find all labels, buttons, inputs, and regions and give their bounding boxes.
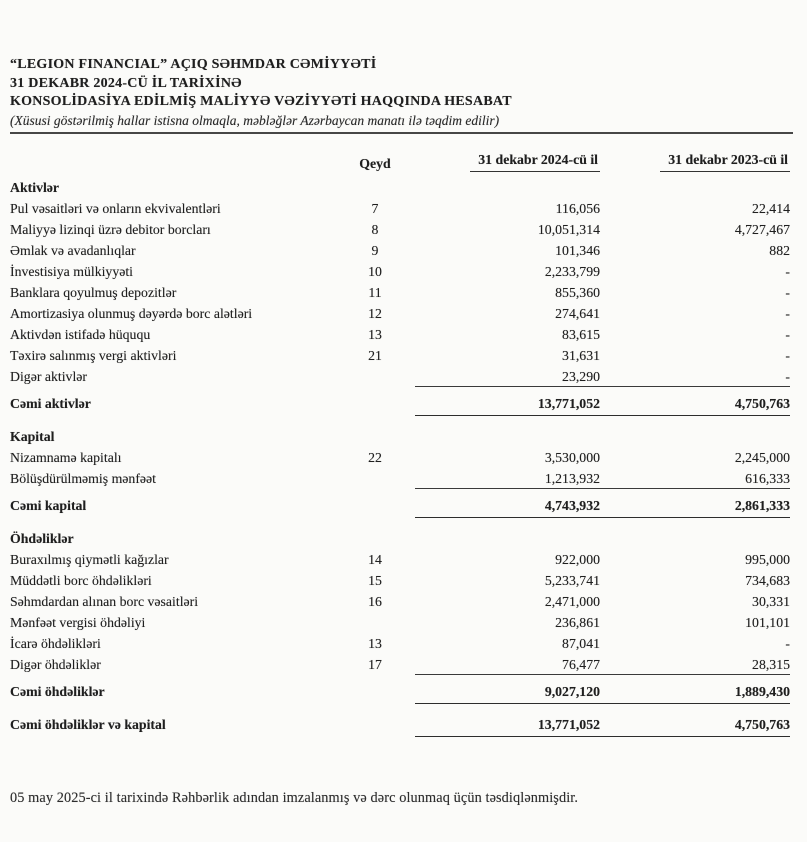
total-row: [10, 498, 791, 523]
value-2024: 5,233,741: [544, 572, 600, 588]
row-label: Əmlak və avadanlıqlar: [10, 242, 136, 258]
row-note: 14: [368, 551, 382, 567]
value-2023: 22,414: [752, 200, 790, 216]
value-2023: 30,331: [752, 593, 790, 609]
row-label: Maliyyə lizinqi üzrə debitor borcları: [10, 221, 211, 237]
value-2024: 116,056: [555, 200, 600, 216]
table-row: [10, 222, 791, 243]
table-row: [10, 243, 791, 264]
row-note: 22: [368, 449, 382, 465]
row-label: Aktivdən istifadə hüququ: [10, 326, 151, 342]
value-2023: 995,000: [745, 551, 790, 567]
row-label: Cəmi öhdəliklər və kapital: [10, 716, 166, 732]
row-label: Nizamnamə kapitalı: [10, 449, 122, 465]
table-row: [10, 201, 791, 222]
table-row: [10, 615, 791, 636]
value-2024: 1,213,932: [415, 471, 600, 489]
row-label: Buraxılmış qiymətli kağızlar: [10, 551, 169, 567]
row-label: Cəmi kapital: [10, 497, 87, 513]
value-2023: 2,245,000: [734, 449, 790, 465]
total-row: [10, 684, 791, 709]
value-2023: -: [600, 369, 790, 387]
section-heading-row: [10, 180, 791, 201]
value-2024: 9,027,120: [415, 684, 600, 704]
value-2024: 31,631: [562, 347, 600, 363]
row-note: 15: [368, 572, 382, 588]
report-title: KONSOLİDASİYA EDİLMİŞ MALİYYƏ VƏZİYYƏTİ HAQQINDA HESABAT: [10, 94, 512, 109]
report-date-line: 31 DEKABR 2024-CÜ İL TARİXİNƏ: [10, 75, 242, 91]
value-2024: 87,041: [562, 635, 600, 651]
table-row: [10, 306, 791, 327]
total-row: [10, 396, 791, 421]
table-row: [10, 552, 791, 573]
balance-sheet-table: [10, 180, 791, 742]
row-note: 13: [368, 326, 382, 342]
row-label: Digər aktivlər: [10, 368, 88, 384]
row-label: Digər öhdəliklər: [10, 656, 101, 672]
row-note: 13: [368, 635, 382, 651]
table-row: [10, 369, 791, 390]
value-2023: 4,750,763: [600, 717, 790, 737]
table-row: [10, 327, 791, 348]
currency-note: (Xüsusi göstərilmiş hallar istisna olmaqla, məbləğlər Azərbaycan manatı ilə təqdim edilir): [10, 112, 500, 128]
table-row: [10, 657, 791, 678]
value-2023: -: [785, 635, 790, 651]
row-label: İnvestisiya mülkiyyəti: [10, 263, 134, 279]
value-2024: 23,290: [415, 369, 600, 387]
row-note: 12: [368, 305, 382, 321]
approval-note: 05 may 2025-ci il tarixində Rəhbərlik adından imzalanmış və dərc olunmaq üçün təsdiqlənmişdir.: [10, 789, 579, 806]
value-2023: 4,750,763: [600, 396, 790, 416]
value-2024: 855,360: [555, 284, 600, 300]
table-row: [10, 636, 791, 657]
row-label: Müddətli borc öhdəlikləri: [10, 572, 152, 588]
value-2023: 882: [769, 242, 790, 258]
row-label: İcarə öhdəlikləri: [10, 635, 101, 651]
value-2023: 616,333: [600, 471, 790, 489]
value-2023: 101,101: [745, 614, 790, 630]
value-2024: 13,771,052: [415, 396, 600, 416]
row-label: Mənfəət vergisi öhdəliyi: [10, 614, 146, 630]
value-2024: 13,771,052: [415, 717, 600, 737]
header-divider: [10, 132, 793, 134]
row-note: 21: [368, 347, 382, 363]
row-note: 17: [368, 656, 382, 672]
row-note: 11: [368, 284, 382, 300]
value-2024: 922,000: [555, 551, 600, 567]
row-label: Banklara qoyulmuş depozitlər: [10, 284, 177, 300]
column-header-2023: [600, 152, 790, 172]
value-2023: 1,889,430: [600, 684, 790, 704]
row-note: 8: [371, 221, 379, 237]
column-header-2024-label: 31 dekabr 2024-cü il: [470, 152, 600, 172]
section-heading-row: [10, 531, 791, 552]
value-2023: -: [785, 305, 790, 321]
document-header: [10, 56, 791, 132]
row-label: Cəmi aktivlər: [10, 395, 91, 411]
table-row: [10, 264, 791, 285]
table-row: [10, 348, 791, 369]
row-note: 16: [368, 593, 382, 609]
value-2024: 76,477: [415, 657, 600, 675]
row-label: Pul vəsaitləri və onların ekvivalentləri: [10, 200, 221, 216]
value-2023: -: [785, 284, 790, 300]
value-2024: 83,615: [562, 326, 600, 342]
value-2024: 2,233,799: [544, 263, 600, 279]
value-2023: 4,727,467: [734, 221, 790, 237]
column-header-2024: [415, 152, 600, 172]
row-label: Səhmdardan alınan borc vəsaitləri: [10, 593, 199, 609]
value-2024: 3,530,000: [544, 449, 600, 465]
value-2024: 101,346: [555, 242, 600, 258]
value-2023: -: [785, 263, 790, 279]
column-header-2023-label: 31 dekabr 2023-cü il: [660, 152, 790, 172]
company-title: “LEGION FINANCIAL” AÇIQ SƏHMDAR CƏMİYYƏTİ: [10, 57, 377, 72]
value-2024: 4,743,932: [415, 498, 600, 518]
value-2023: 734,683: [745, 572, 790, 588]
row-label: Bölüşdürülməmiş mənfəət: [10, 470, 156, 486]
value-2024: 10,051,314: [537, 221, 600, 237]
row-label: Öhdəliklər: [10, 530, 74, 546]
section-heading-row: [10, 429, 791, 450]
value-2024: 236,861: [555, 614, 600, 630]
value-2024: 2,471,000: [544, 593, 600, 609]
value-2023: -: [785, 347, 790, 363]
row-label: Cəmi öhdəliklər: [10, 683, 105, 699]
row-label: Aktivlər: [10, 179, 60, 195]
value-2023: 2,861,333: [600, 498, 790, 518]
row-note: 10: [368, 263, 382, 279]
table-column-headers: [10, 147, 791, 172]
value-2024: 274,641: [555, 305, 600, 321]
table-row: [10, 450, 791, 471]
table-row: [10, 471, 791, 492]
table-row: [10, 285, 791, 306]
row-note: 9: [371, 242, 379, 258]
value-2023: 28,315: [600, 657, 790, 675]
row-label: Təxirə salınmış vergi aktivləri: [10, 347, 177, 363]
row-note: 7: [371, 200, 379, 216]
row-label: Kapital: [10, 428, 55, 444]
total-row: [10, 717, 791, 742]
table-row: [10, 573, 791, 594]
column-header-note: Qeyd: [359, 155, 391, 171]
table-row: [10, 594, 791, 615]
row-label: Amortizasiya olunmuş dəyərdə borc alətləri: [10, 305, 253, 321]
value-2023: -: [785, 326, 790, 342]
